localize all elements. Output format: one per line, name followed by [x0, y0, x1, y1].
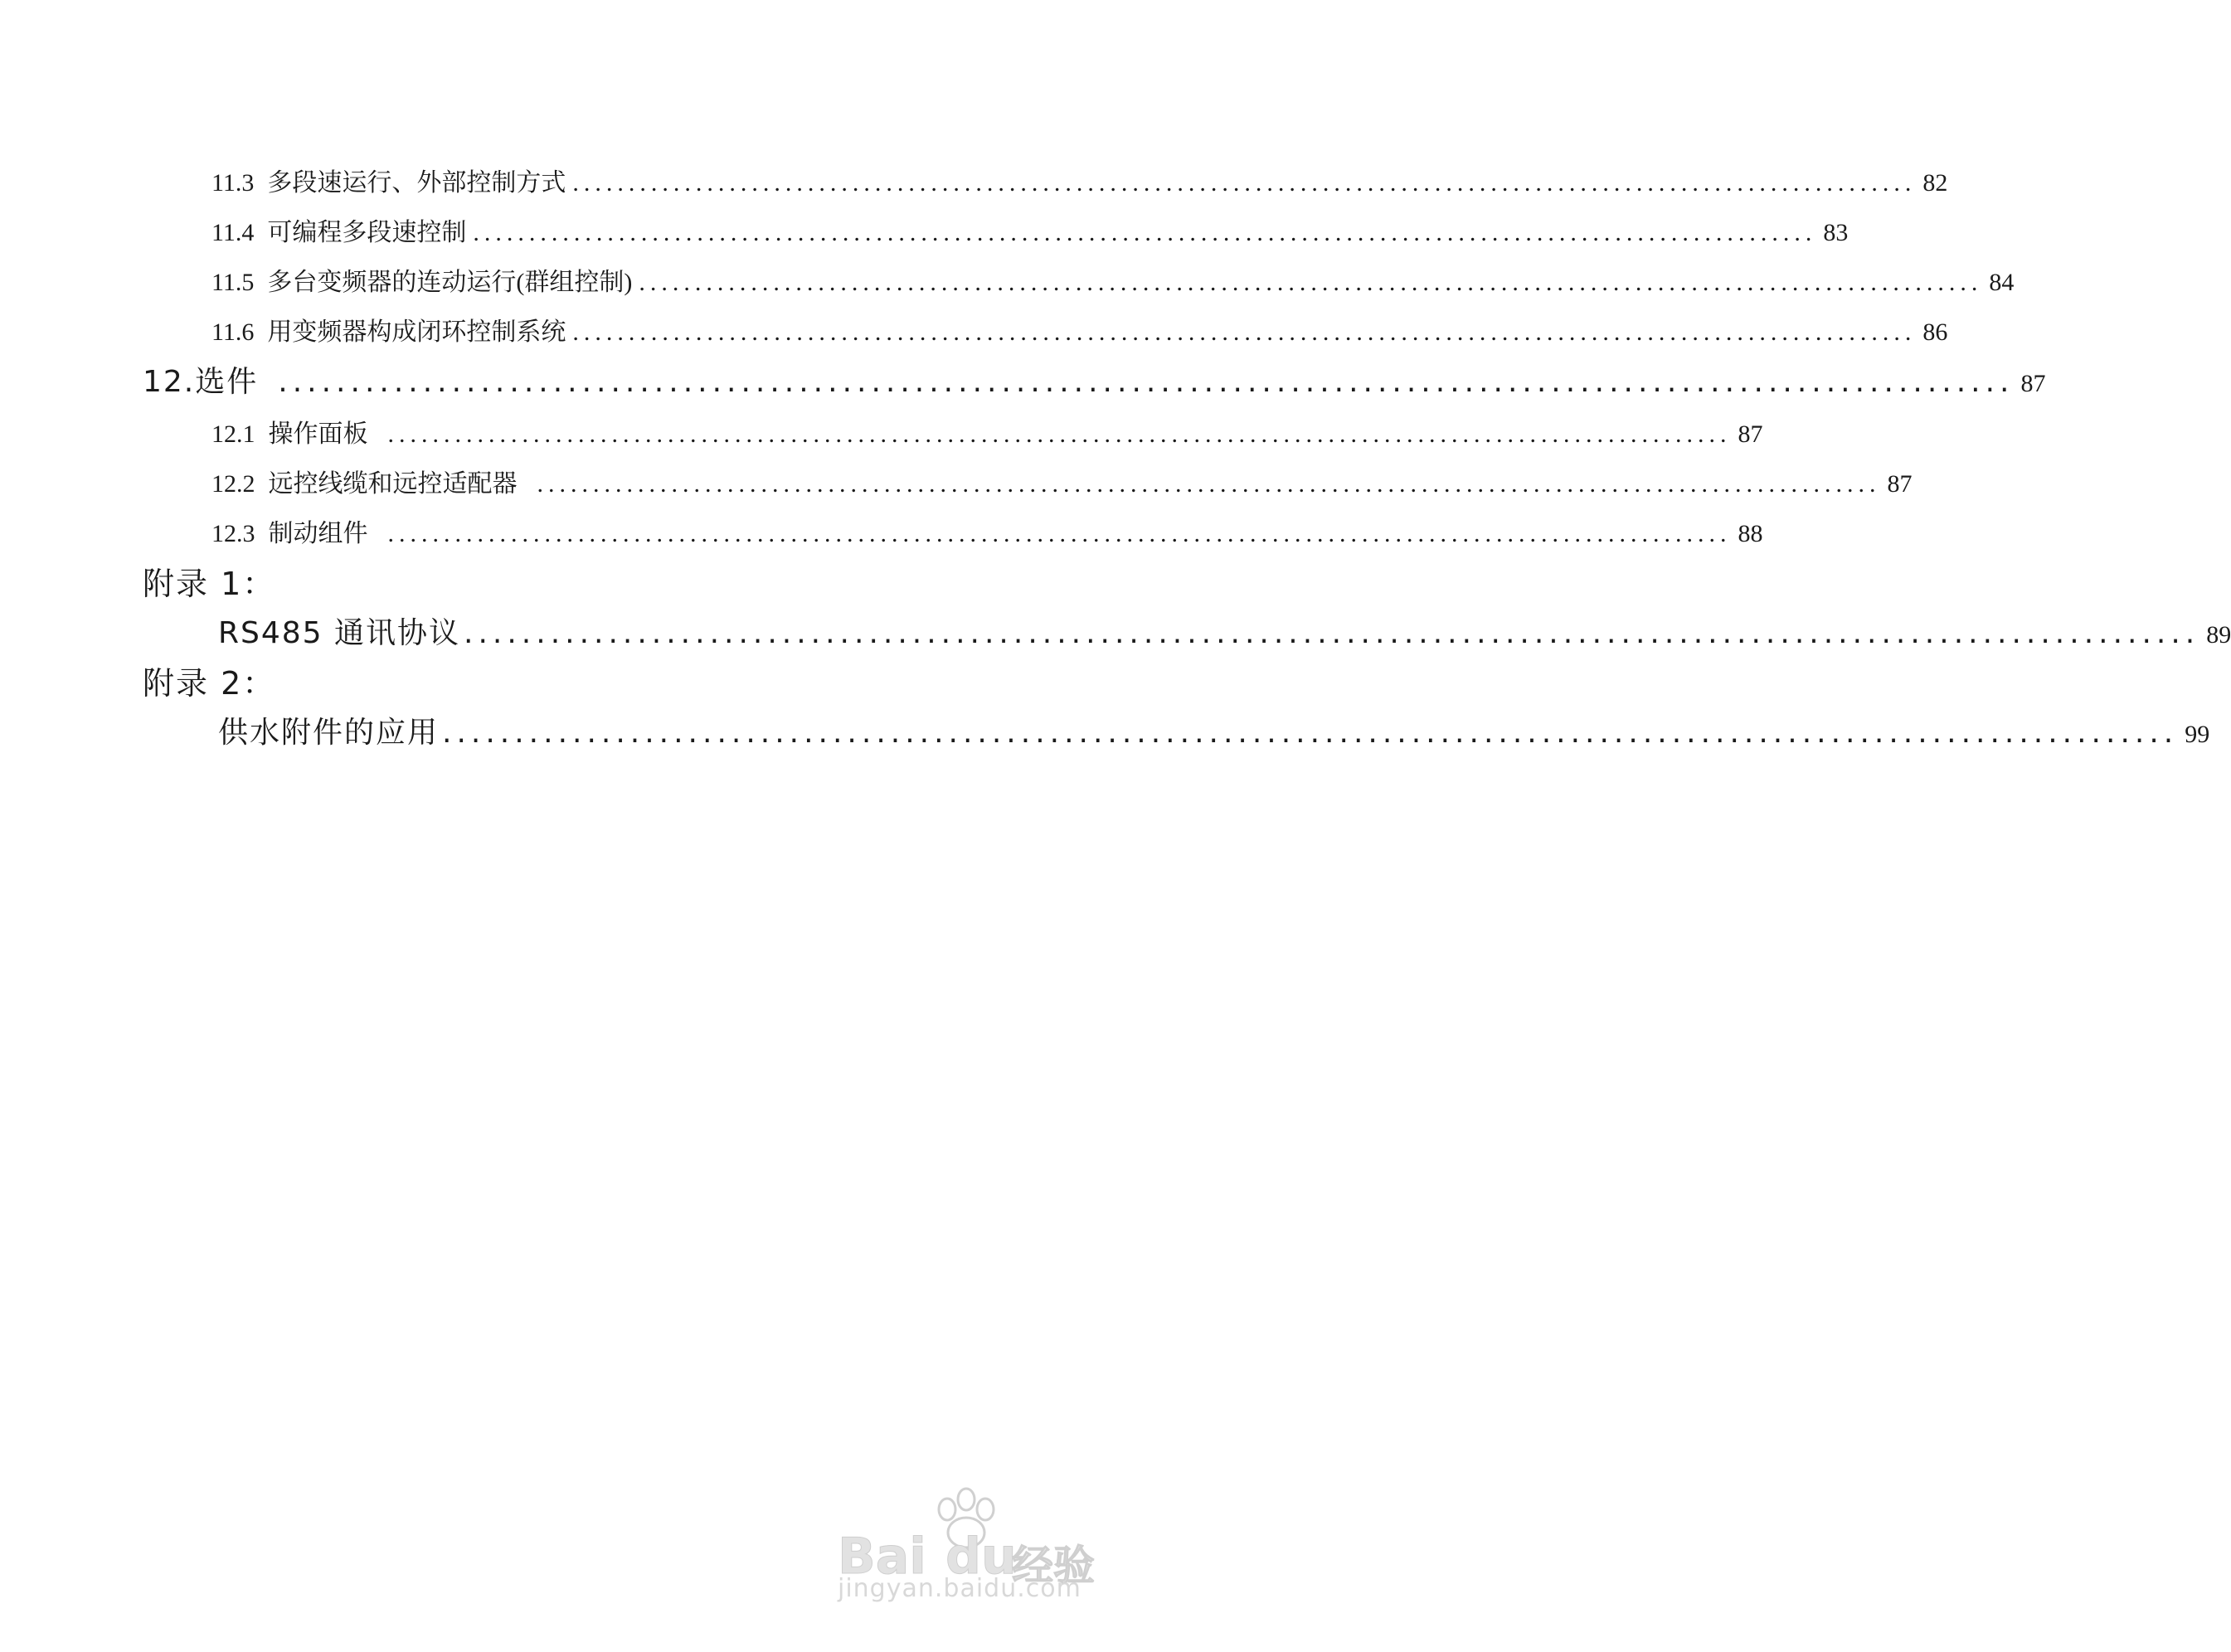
- baidu-jingyan-watermark: [838, 1484, 1111, 1609]
- toc-title: 操作面板: [268, 420, 368, 448]
- toc-title: 制动组件: [268, 520, 368, 547]
- toc-number: 12.2: [211, 470, 255, 498]
- watermark-brand-cn: 经验: [1012, 1542, 1095, 1590]
- toc-number: 12.: [143, 365, 196, 399]
- toc-page-number: 88: [1738, 520, 1763, 547]
- toc-number: 12.1: [211, 420, 255, 448]
- appendix-2-heading: 附录 2：: [143, 665, 276, 702]
- toc-title: 可编程多段速控制: [267, 219, 467, 246]
- toc-number: 12.3: [211, 520, 255, 547]
- toc-leader-dots: ........................................................................................................................: [639, 269, 1983, 296]
- toc-page-number: 87: [1738, 420, 1763, 448]
- toc-leader-dots: ........................................................................................................................: [278, 365, 2015, 399]
- toc-page-number: 83: [1823, 219, 1849, 246]
- toc-page-number: 87: [1887, 470, 1913, 498]
- toc-number: 11.6: [211, 318, 255, 346]
- watermark-brand: Bai: [838, 1528, 926, 1586]
- toc-title: 选件: [195, 365, 259, 399]
- toc-page-number: 89: [2206, 621, 2231, 649]
- toc-entry-12-1[interactable]: [211, 413, 1763, 449]
- toc-title: 供水附件的应用: [218, 716, 440, 750]
- toc-entry-appendix-1[interactable]: [218, 610, 2231, 652]
- toc-page-number: 87: [2020, 370, 2046, 397]
- toc-number: 11.4: [211, 219, 255, 246]
- toc-page-number: 82: [1922, 169, 1948, 197]
- toc-number: 11.5: [211, 269, 255, 296]
- toc-entry-11-4[interactable]: [211, 211, 1849, 248]
- watermark-url: jingyan.baidu.com: [838, 1574, 1081, 1603]
- toc-leader-dots: ........................................................................................................................: [387, 520, 1732, 547]
- watermark-brand-suffix: du: [945, 1528, 1017, 1586]
- toc-entry-appendix-2[interactable]: [218, 709, 2210, 751]
- toc-entry-11-5[interactable]: [211, 261, 2015, 298]
- toc-page-number: 99: [2185, 721, 2210, 748]
- toc-leader-dots: ........................................................................................................................: [473, 219, 1817, 246]
- toc-number: 11.3: [211, 169, 255, 197]
- toc-leader-dots: ........................................................................................................................: [572, 318, 1917, 346]
- toc-page-number: 86: [1922, 318, 1948, 346]
- toc-entry-12[interactable]: [143, 358, 2046, 401]
- toc-title: 远控线缆和远控适配器: [268, 470, 518, 498]
- toc-entry-12-2[interactable]: [211, 463, 1913, 499]
- toc-leader-dots: ........................................................................................................................: [387, 420, 1732, 448]
- toc-title: 用变频器构成闭环控制系统: [267, 318, 566, 346]
- toc-entry-11-3[interactable]: [211, 162, 1948, 198]
- toc-title: RS485 通讯协议: [218, 616, 461, 650]
- appendix-1-heading: 附录 1：: [143, 566, 276, 602]
- toc-title: 多段速运行、外部控制方式: [267, 169, 566, 197]
- toc-leader-dots: ........................................................................................................................: [537, 470, 1881, 498]
- toc-entry-11-6[interactable]: [211, 311, 1948, 347]
- toc-leader-dots: ........................................................................................................................: [464, 616, 2200, 650]
- toc-leader-dots: ........................................................................................................................: [442, 716, 2179, 750]
- toc-entry-12-3[interactable]: [211, 513, 1763, 549]
- toc-page-number: 84: [1989, 269, 2015, 296]
- toc-leader-dots: ........................................................................................................................: [572, 169, 1917, 197]
- toc-title: 多台变频器的连动运行(群组控制): [267, 269, 633, 296]
